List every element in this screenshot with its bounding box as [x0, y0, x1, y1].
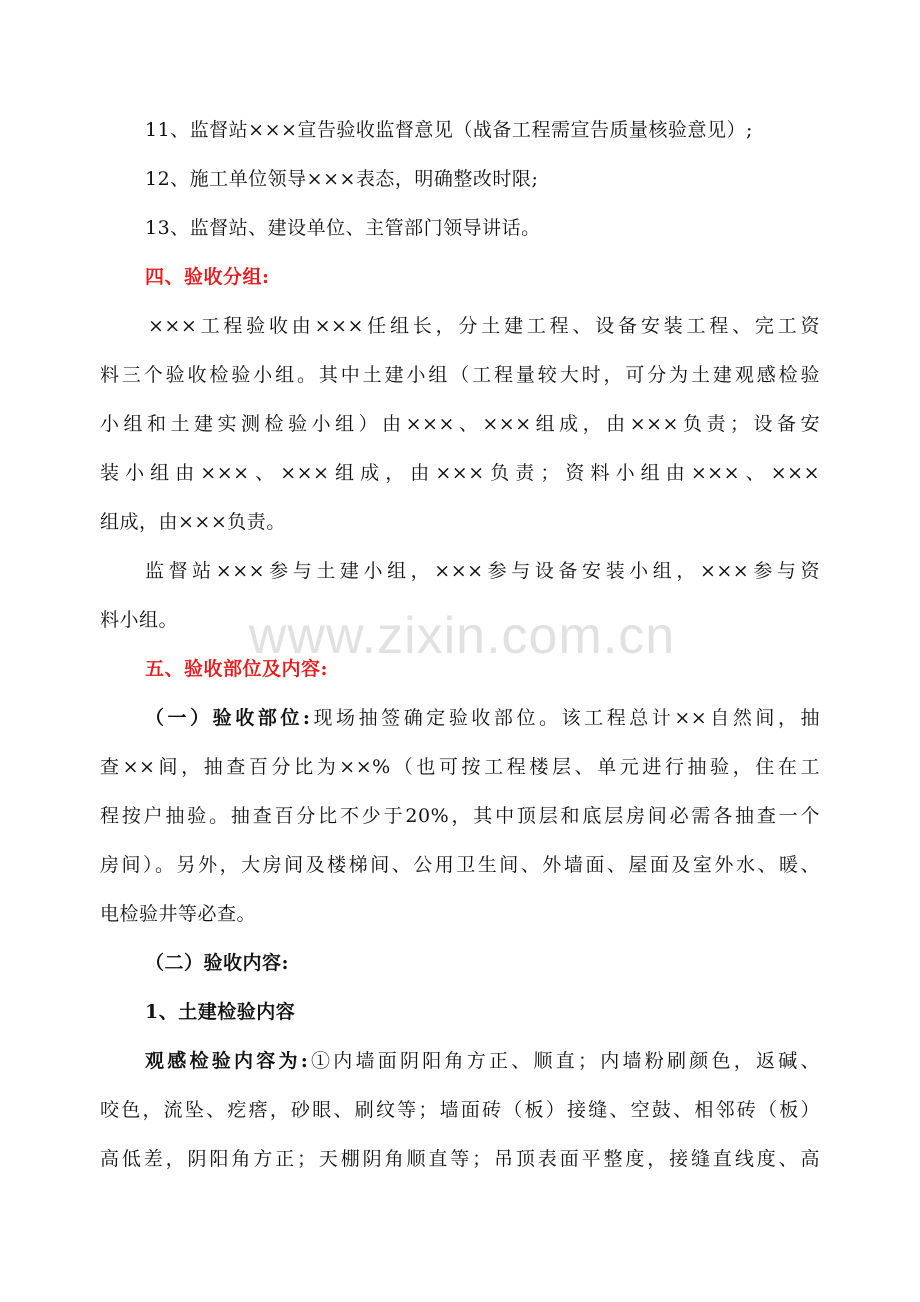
grouping-paragraph-line-1: ×××工程验收由×××任组长，分土建工程、设备安装工程、完工资 [148, 315, 820, 337]
visual-inspection-label: 观感检验内容为: [145, 1050, 309, 1072]
section-heading-grouping: 四、验收分组: [145, 266, 270, 288]
locations-paragraph-line-1 [145, 705, 820, 731]
section-heading-locations-content: 五、验收部位及内容: [145, 658, 329, 680]
supervision-paragraph-line-2: 料小组。 [100, 609, 179, 631]
watermark: www.zixin.com.cn [248, 607, 676, 665]
list-item-11: 11、监督站×××宣告验收监督意见（战备工程需宣告质量核验意见）; [145, 119, 753, 141]
locations-text-1: 现场抽签确定验收部位。该工程总计××自然间，抽 [310, 707, 821, 729]
visual-inspection-line-2: 咬色，流坠、疙瘩，砂眼、刷纹等；墙面砖（板）接缝、空鼓、相邻砖（板） [100, 1099, 820, 1121]
supervision-paragraph-line-1: 监督站×××参与土建小组，×××参与设备安装小组，×××参与资 [145, 560, 820, 582]
subsection-label-locations: （一）验收部位: [145, 707, 311, 729]
locations-paragraph-line-3: 程按户抽验。抽查百分比不少于20%，其中顶层和底层房间必需各抽查一个 [100, 805, 820, 827]
grouping-paragraph-line-4: 装小组由×××、×××组成，由×××负责；资料小组由×××、××× [100, 462, 820, 484]
list-item-13: 13、监督站、建设单位、主管部门领导讲话。 [145, 217, 541, 239]
locations-paragraph-line-5: 电检验井等必查。 [100, 903, 257, 925]
grouping-paragraph-line-5: 组成，由×××负责。 [100, 511, 286, 533]
grouping-paragraph-line-3: 小组和土建实测检验小组）由×××、×××组成，由×××负责；设备安 [100, 413, 820, 435]
list-item-12: 12、施工单位领导×××表态，明确整改时限; [145, 168, 539, 190]
visual-inspection-text-1: ①内墙面阴阳角方正、顺直；内墙粉刷颜色，返碱、 [308, 1050, 820, 1072]
subsection-label-content: （二）验收内容: [145, 952, 290, 974]
civil-inspection-heading: 1、土建检验内容 [145, 1001, 296, 1023]
visual-inspection-line-1 [145, 1048, 820, 1074]
grouping-paragraph-line-2: 料三个验收检验小组。其中土建小组（工程量较大时，可分为土建观感检验 [100, 364, 820, 386]
visual-inspection-line-3: 高低差，阴阳角方正；天棚阴角顺直等；吊顶表面平整度，接缝直线度、高 [100, 1148, 820, 1170]
locations-paragraph-line-4: 房间）。另外，大房间及楼梯间、公用卫生间、外墙面、屋面及室外水、暖、 [100, 854, 820, 876]
locations-paragraph-line-2: 查××间，抽查百分比为××%（也可按工程楼层、单元进行抽验，住在工 [100, 756, 820, 778]
